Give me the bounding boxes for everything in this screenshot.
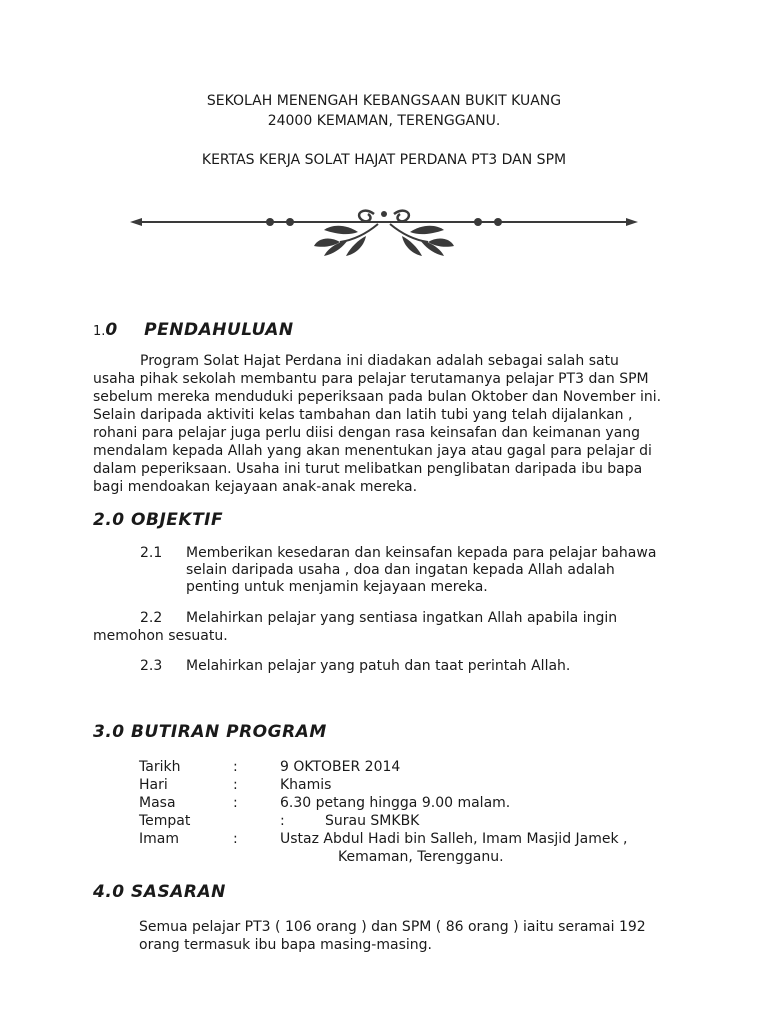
paragraph-line: rohani para pelajar juga perlu diisi dengan rasa keinsafan dan keimanan yang (93, 425, 641, 441)
detail-value: Khamis (280, 777, 332, 793)
section-3-heading (93, 722, 327, 742)
section-3-title: BUTIRAN PROGRAM (131, 722, 327, 742)
objective-2-3-text: Melahirkan pelajar yang patuh dan taat perintah Allah. (186, 658, 571, 674)
section-1-number-suffix: 0 (105, 320, 118, 340)
section-4-title: SASARAN (131, 882, 226, 902)
school-name: SEKOLAH MENENGAH KEBANGSAAN BUKIT KUANG (206, 93, 562, 109)
school-address: 24000 KEMAMAN, TERENGGANU. (267, 113, 501, 129)
objective-line: penting untuk menjamin kejayaan mereka. (186, 579, 488, 595)
detail-label: Tarikh (139, 759, 181, 775)
paragraph-line: Semua pelajar PT3 ( 106 orang ) dan SPM ( 86 orang ) iaitu seramai 192 (139, 919, 646, 935)
section-1-number-prefix: 1. (93, 324, 106, 339)
detail-value: Surau SMKBK (325, 813, 420, 829)
floral-divider-icon (128, 200, 640, 260)
paragraph-line: Program Solat Hajat Perdana ini diadakan adalah sebagai salah satu (140, 353, 619, 369)
objective-line: Memberikan kesedaran dan keinsafan kepada para pelajar bahawa (186, 545, 657, 561)
objective-line: selain daripada usaha , doa dan ingatan kepada Allah adalah (186, 562, 615, 578)
detail-value: 6.30 petang hingga 9.00 malam. (280, 795, 511, 811)
paragraph-line: sebelum mereka menduduki peperiksaan pada bulan Oktober dan November ini. (93, 389, 662, 405)
paragraph-line: Selain daripada aktiviti kelas tambahan dan latih tubi yang telah dijalankan , (93, 407, 633, 423)
detail-colon: : (233, 795, 238, 811)
section-1-heading (93, 320, 294, 340)
paragraph-line: dalam peperiksaan. Usaha ini turut melibatkan penglibatan daripada ibu bapa (93, 461, 643, 477)
section-1-title: PENDAHULUAN (144, 320, 294, 340)
section-4-paragraph (139, 918, 646, 954)
section-4-heading (93, 882, 226, 902)
objective-2-3-number: 2.3 (140, 658, 163, 674)
detail-value: Ustaz Abdul Hadi bin Salleh, Imam Masjid Jamek , (280, 831, 628, 847)
section-3-number: 3.0 (93, 722, 125, 742)
detail-colon: : (233, 759, 238, 775)
detail-label: Hari (139, 777, 168, 793)
objective-2-2-number: 2.2 (140, 610, 163, 626)
objective-2-1-number: 2.1 (140, 545, 163, 561)
section-2-number: 2.0 (93, 510, 125, 530)
section-2-heading (93, 510, 223, 530)
detail-colon: : (233, 831, 238, 847)
paragraph-line: bagi mendoakan kejayaan anak-anak mereka. (93, 479, 418, 495)
objective-2-1-text (186, 545, 656, 596)
detail-colon: : (233, 777, 238, 793)
section-2-title: OBJEKTIF (131, 510, 224, 530)
detail-label: Tempat (139, 813, 191, 829)
objective-2-2-text-line-2: memohon sesuatu. (93, 628, 228, 644)
paragraph-line: mendalam kepada Allah yang akan menentukan jaya atau gagal para pelajar di (93, 443, 652, 459)
paragraph-line: orang termasuk ibu bapa masing-masing. (139, 937, 432, 953)
section-1-paragraph (93, 352, 683, 496)
detail-value: 9 OKTOBER 2014 (280, 759, 401, 775)
detail-label: Imam (139, 831, 179, 847)
detail-row-imam-continued: Kemaman, Terengganu. (338, 849, 504, 865)
document-title: KERTAS KERJA SOLAT HAJAT PERDANA PT3 DAN SPM (201, 152, 567, 168)
paragraph-line: usaha pihak sekolah membantu para pelajar terutamanya pelajar PT3 dan SPM (93, 371, 649, 387)
objective-2-2-text-line-1: Melahirkan pelajar yang sentiasa ingatkan Allah apabila ingin (186, 610, 618, 626)
detail-label: Masa (139, 795, 176, 811)
detail-colon: : (280, 813, 285, 829)
section-4-number: 4.0 (93, 882, 125, 902)
